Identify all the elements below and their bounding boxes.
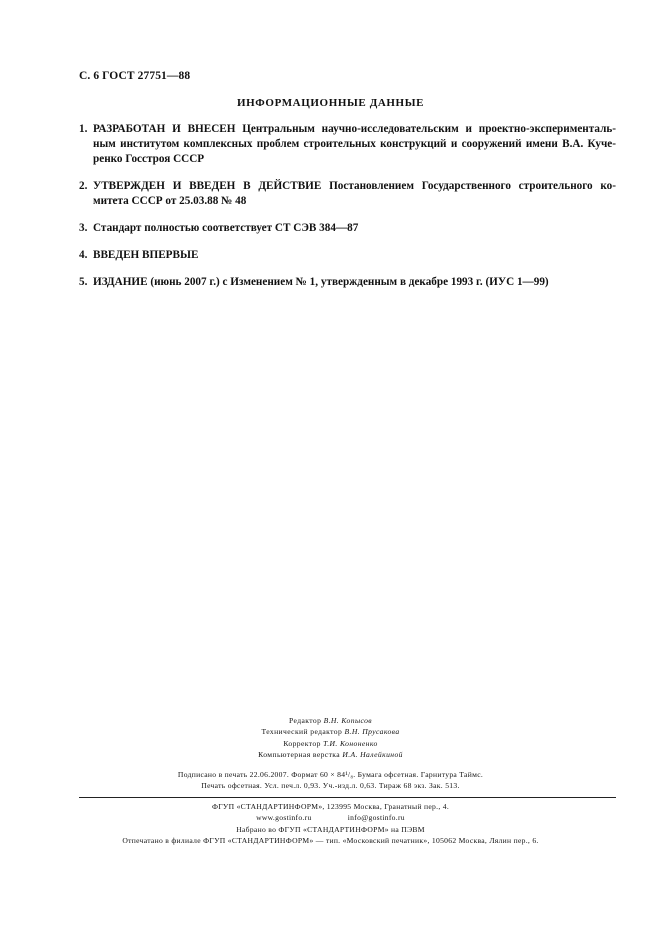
role-name: В.Н. Прусакова: [344, 727, 400, 737]
role-label: Компьютерная верстка: [258, 749, 341, 759]
item-text-line: Стандарт полностью соответствует СТ СЭВ 384—87: [93, 222, 359, 234]
item-number: 1.: [79, 123, 88, 135]
item-number: 4.: [79, 249, 88, 261]
info-item-4: [79, 248, 616, 263]
page-header: С. 6 ГОСТ 27751—88: [79, 70, 191, 82]
website-link[interactable]: www.gostinfo.ru: [256, 813, 312, 823]
imprint-roles: [0, 715, 661, 760]
print-info: [0, 769, 661, 792]
item-text-line: митета СССР от 25.03.88 № 48: [93, 195, 247, 207]
role-name: И.А. Налейкиной: [342, 749, 403, 759]
publisher-address: ФГУП «СТАНДАРТИНФОРМ», 123995 Москва, Гранатный пер., 4.: [211, 802, 450, 811]
item-number: 5.: [79, 276, 88, 288]
item-number: 3.: [79, 222, 88, 234]
print-signed-line: Подписано в печать 22.06.2007. Формат 60 × 84¹/₈. Бумага офсетная. Гарнитура Таймс.: [177, 770, 484, 779]
publisher-info: [0, 801, 661, 846]
corrector-line: [0, 738, 661, 749]
publisher-contacts: [0, 812, 661, 823]
tech-editor-line: [0, 726, 661, 737]
role-label: Корректор: [283, 738, 321, 748]
layout-line: [0, 749, 661, 760]
role-label: Технический редактор: [261, 727, 343, 737]
typeset-note: Набрано во ФГУП «СТАНДАРТИНФОРМ» на ПЭВМ: [236, 824, 425, 834]
print-specs-line: Печать офсетная. Усл. печ.л. 0,93. Уч.-изд.л. 0,63. Тираж 68 экз. Зак. 513.: [201, 781, 460, 791]
item-number: 2.: [79, 180, 88, 192]
section-title: ИНФОРМАЦИОННЫЕ ДАННЫЕ: [236, 97, 425, 109]
info-items: [79, 122, 616, 302]
info-item-2: [79, 179, 616, 209]
item-text-line: ренко Госстроя СССР: [93, 153, 205, 165]
info-item-3: [79, 221, 616, 236]
info-item-5: [79, 275, 616, 290]
item-text-line: ным институтом комплексных проблем строительных конструкций и сооружений имени В.А. Куче-: [93, 138, 616, 150]
role-name: В.Н. Копысов: [323, 716, 372, 725]
email-link[interactable]: info@gostinfo.ru: [347, 813, 405, 823]
role-name: Т.И. Кононенко: [323, 738, 378, 748]
item-text-line: ВВЕДЕН ВПЕРВЫЕ: [93, 249, 199, 261]
editor-line: [0, 715, 661, 726]
item-text-line: РАЗРАБОТАН И ВНЕСЕН Центральным научно-исследовательским и проектно-эксперименталь-: [93, 123, 616, 135]
imprint-divider: [79, 797, 616, 798]
printed-note: Отпечатано в филиале ФГУП «СТАНДАРТИНФОРМ» — тип. «Московский печатник», 105062 Москва, Лялин пер., 6.: [122, 835, 539, 845]
role-label: Редактор: [289, 716, 322, 725]
item-text-line: ИЗДАНИЕ (июнь 2007 г.) с Изменением № 1, утвержденным в декабре 1993 г. (ИУС 1—99): [93, 276, 549, 288]
info-item-1: [79, 122, 616, 167]
item-text-line: УТВЕРЖДЕН И ВВЕДЕН В ДЕЙСТВИЕ Постановлением Государственного строительного ко-: [93, 180, 616, 192]
